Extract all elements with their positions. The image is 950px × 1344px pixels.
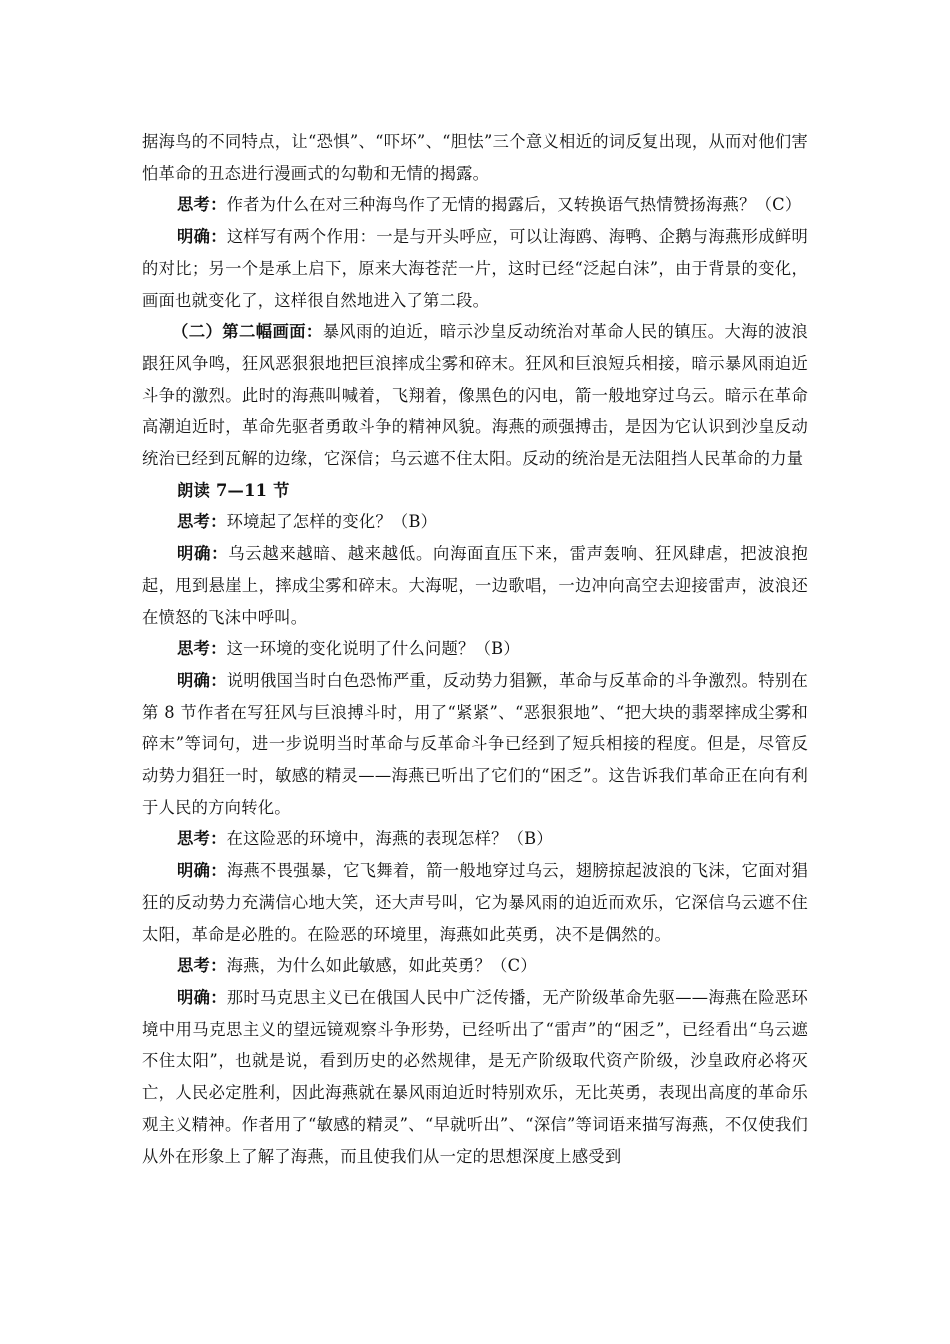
- answer-text: 那时马克思主义已在俄国人民中广泛传播，无产阶级革命先驱——海燕在险恶环境中用马克思主义的望远镜观察斗争形势，已经听出了“雷声”的“困乏”，已经看出“乌云遮不住太阳”，也就是说，看到历史的必然规律，是无产阶级取代资产阶级，沙皇政府必将灭亡，人民必定胜利，因此海燕就在暴风雨迫近时特别欢乐，无比英勇，表现出高度的革命乐观主义精神。作者用了“敏感的精灵”、“早就听出”、“深信”等词语来描写海燕，不仅使我们从外在形象上了解了海燕，而且使我们从一定的思想深度上感受到: [142, 987, 808, 1166]
- think-text: 这一环境的变化说明了什么问题？（B）: [226, 639, 520, 659]
- answer-label: 明确：: [177, 544, 229, 564]
- answer-text: 说明俄国当时白色恐怖严重，反动势力猖獗，革命与反革命的斗争激烈。特别在第 8 节作者在写狂风与巨浪搏斗时，用了“紧紧”、“恶狠狠地”、“把大块的翡翠摔成尘雾和碎末”等词句，进一步说明当时革命与反革命斗争已经到了短兵相接的程度。但是，尽管反动势力猖狂一时，敏感的精灵——海燕已听出了它们的“困乏”。这告诉我们革命正在向有利于人民的方向转化。: [142, 670, 808, 817]
- section-paragraph: [142, 316, 808, 475]
- section-label: （二）第二幅画面：: [172, 322, 323, 342]
- answer-paragraph: [142, 221, 808, 316]
- section-text: 暴风雨的迫近，暗示沙皇反动统治对革命人民的镇压。大海的波浪跟狂风争鸣，狂风恶狠狠地把巨浪摔成尘雾和碎末。狂风和巨浪短兵相接，暗示暴风雨迫近斗争的激烈。此时的海燕叫喊着，飞翔着，像黑色的闪电，箭一般地穿过乌云。暗示在革命高潮迫近时，革命先驱者勇敢斗争的精神风貌。海燕的顽强搏击，是因为它认识到沙皇反动统治已经到瓦解的边缘，它深信；乌云遮不住太阳。反动的统治是无法阻挡人民革命的力量: [142, 322, 808, 469]
- think-paragraph: [142, 950, 808, 982]
- answer-paragraph: [142, 855, 808, 950]
- answer-text: 这样写有两个作用：一是与开头呼应，可以让海鸥、海鸭、企鹅与海燕形成鲜明的对比；另一个是承上启下，原来大海苍茫一片，这时已经“泛起白沫”，由于背景的变化，画面也就变化了，这样很自然地进入了第二段。: [142, 227, 808, 310]
- think-paragraph: [142, 633, 808, 665]
- think-text: 作者为什么在对三种海鸟作了无情的揭露后，又转换语气热情赞扬海燕？（C）: [226, 195, 802, 215]
- think-label: 思考：: [177, 512, 227, 532]
- answer-text: 海燕不畏强暴，它飞舞着，箭一般地穿过乌云，翅膀掠起波浪的飞沫，它面对猖狂的反动势力充满信心地大笑，还大声号叫，它为暴风雨的迫近而欢乐，它深信乌云遮不住太阳，革命是必胜的。在险恶的环境里，海燕如此英勇，决不是偶然的。: [142, 861, 808, 944]
- think-paragraph: [142, 189, 808, 221]
- answer-label: 明确：: [177, 670, 227, 690]
- think-label: 思考：: [177, 829, 227, 849]
- think-paragraph: [142, 823, 808, 855]
- reading-heading: 朗读 7—11 节: [177, 480, 290, 500]
- answer-paragraph: [142, 665, 808, 824]
- think-text: 海燕，为什么如此敏感，如此英勇？（C）: [226, 956, 537, 976]
- think-label: 思考：: [177, 639, 227, 659]
- answer-text: 乌云越来越暗、越来越低。向海面直压下来，雷声轰响、狂风肆虐，把波浪抱起，甩到悬崖上，摔成尘雾和碎末。大海呢，一边歌唱，一边冲向高空去迎接雷声，波浪还在愤怒的飞沫中呼叫。: [142, 544, 808, 627]
- answer-paragraph: [142, 538, 808, 633]
- answer-paragraph: [142, 982, 808, 1172]
- paragraph-continuation: 据海鸟的不同特点，让“恐惧”、“吓坏”、“胆怯”三个意义相近的词反复出现，从而对他们害怕革命的丑态进行漫画式的勾勒和无情的揭露。: [142, 132, 808, 183]
- think-label: 思考：: [177, 956, 227, 976]
- think-label: 思考：: [177, 195, 227, 215]
- answer-label: 明确：: [177, 227, 227, 247]
- answer-label: 明确：: [177, 861, 227, 881]
- answer-label: 明确：: [177, 987, 227, 1007]
- think-paragraph: [142, 506, 808, 538]
- think-text: 在这险恶的环境中，海燕的表现怎样？（B）: [226, 829, 553, 849]
- think-text: 环境起了怎样的变化？（B）: [226, 512, 438, 532]
- document-page: [142, 126, 808, 1172]
